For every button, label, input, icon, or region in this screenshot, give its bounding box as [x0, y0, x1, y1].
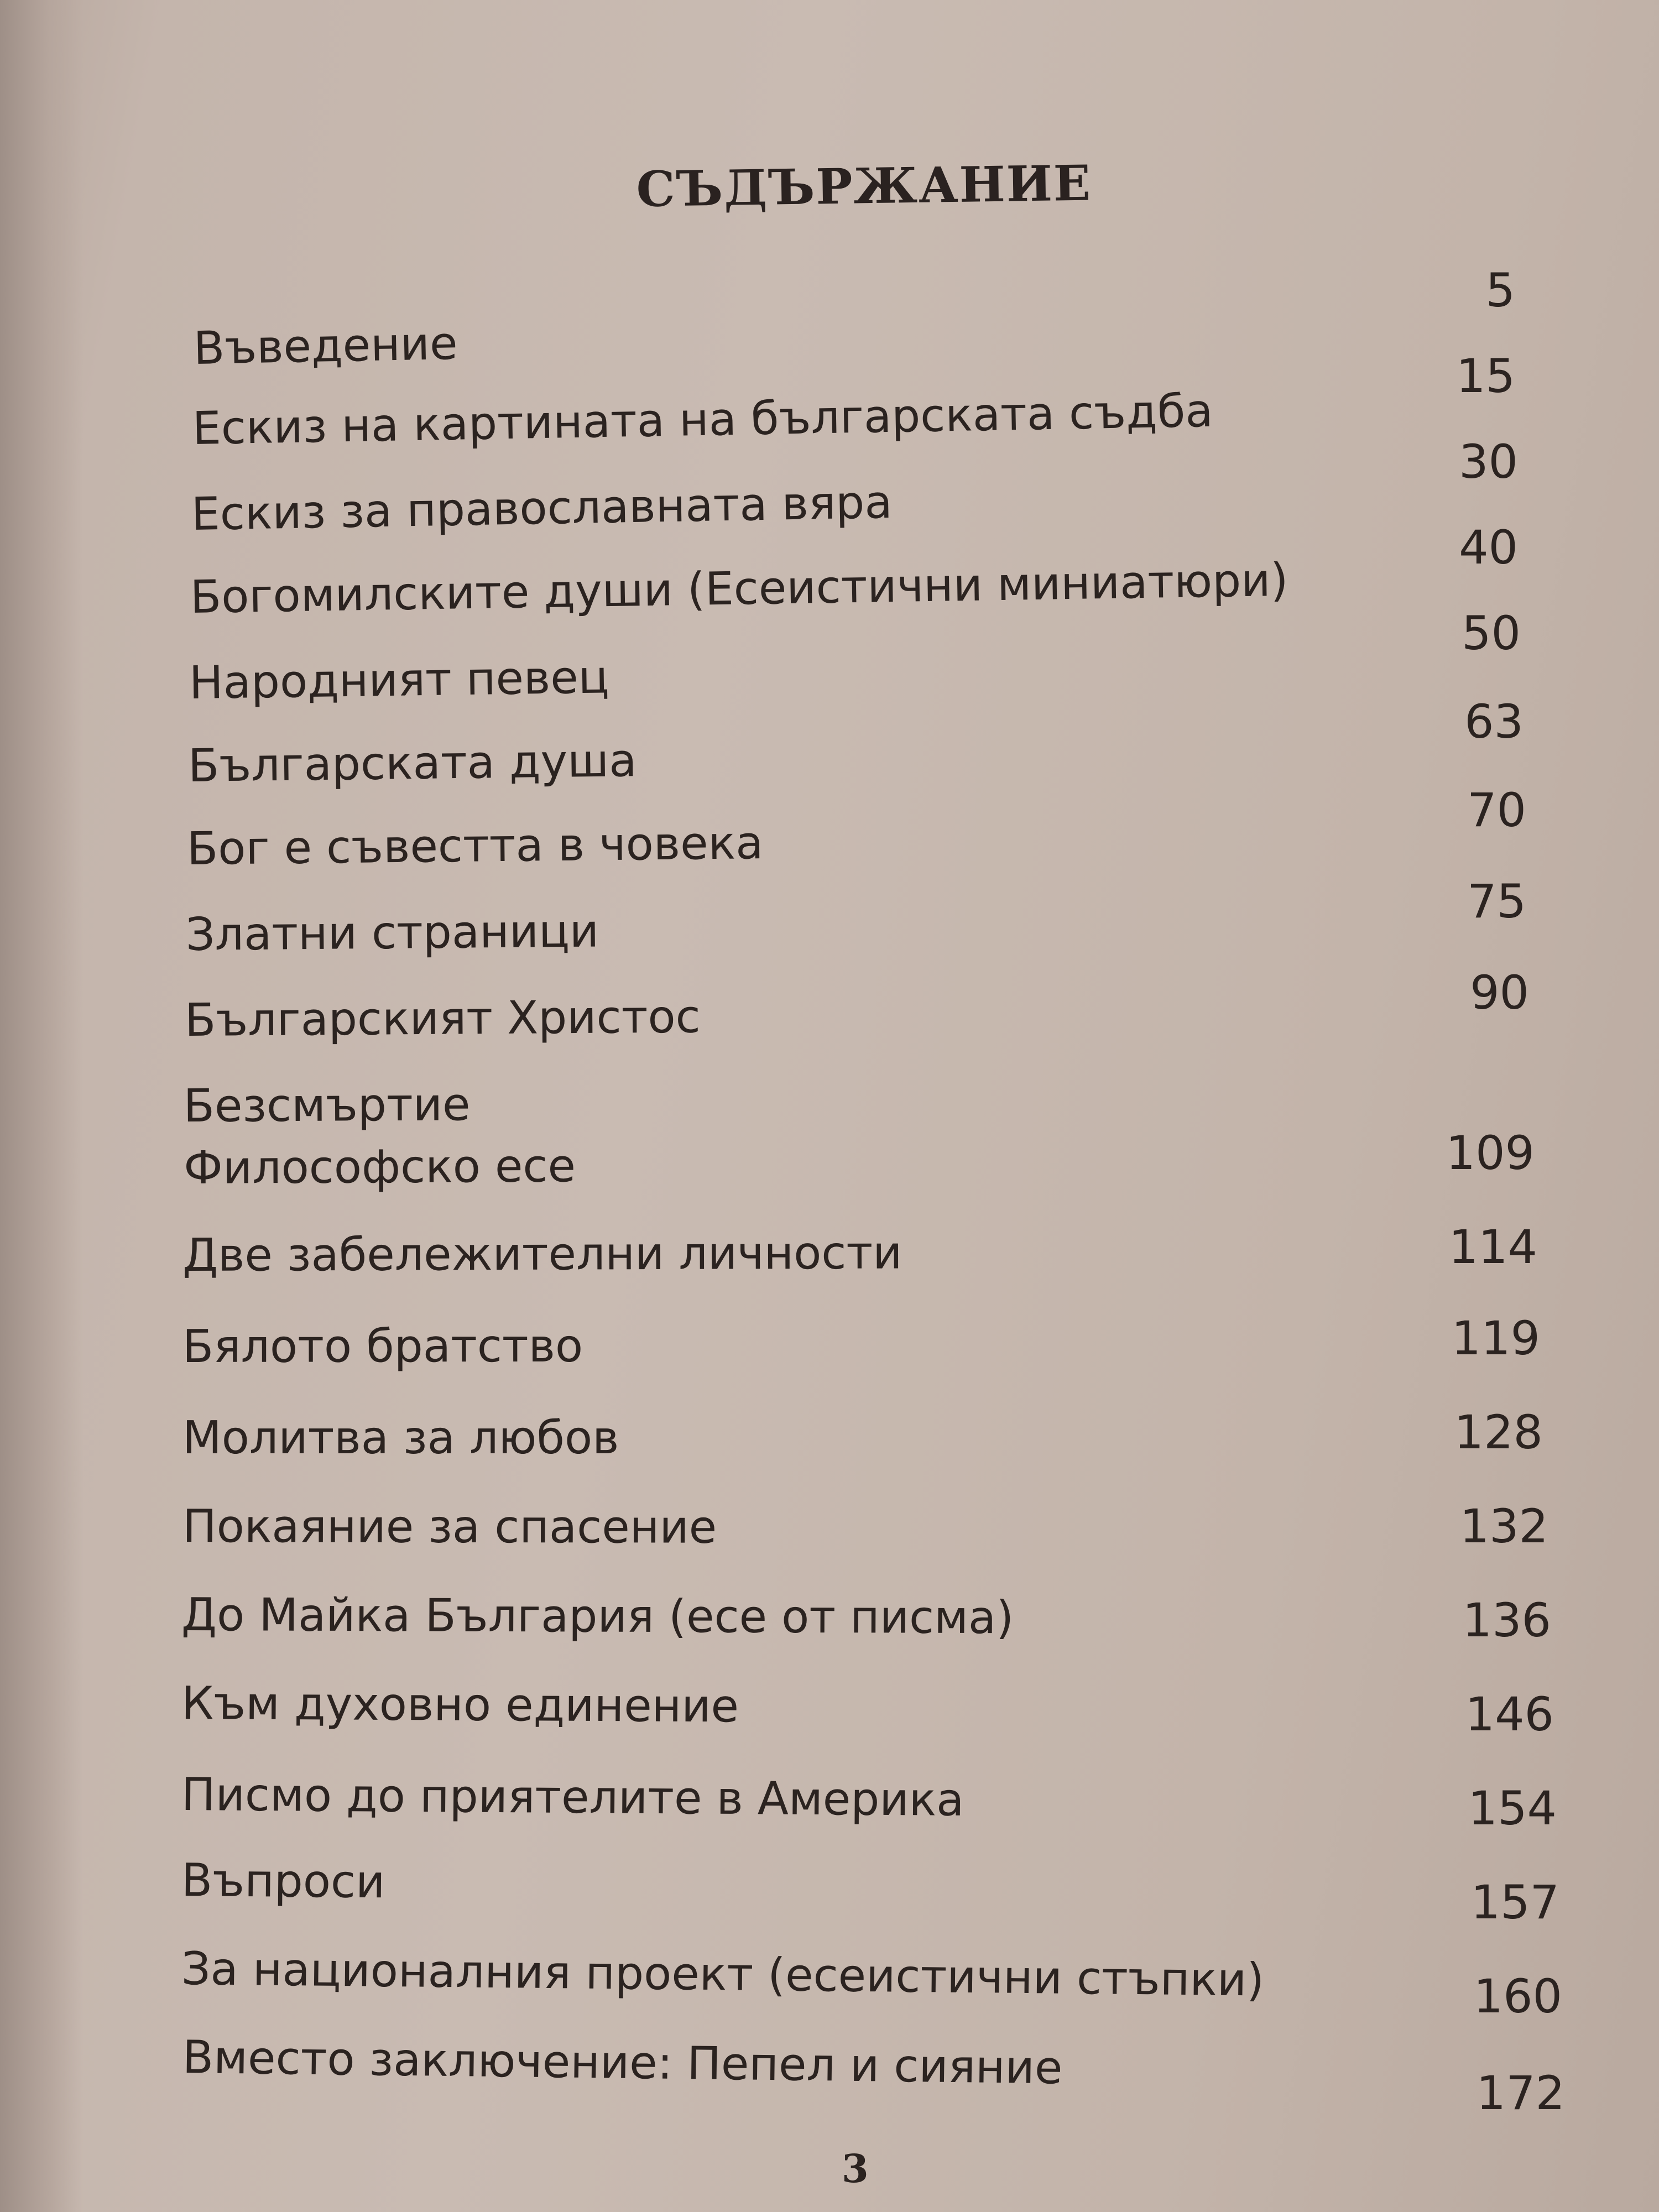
- toc-entry-page: 146: [1465, 1687, 1554, 1741]
- toc-entry-title: Въведение: [193, 317, 458, 375]
- toc-entry-page: 160: [1473, 1969, 1562, 2023]
- toc-entry-page: 109: [1446, 1126, 1535, 1180]
- toc-entry-title: Българската душа: [187, 734, 637, 792]
- toc-entry-page: 63: [1464, 695, 1524, 749]
- toc-entry-page: 75: [1467, 874, 1526, 928]
- toc-entry-page: 114: [1448, 1220, 1537, 1274]
- toc-entry-page: 50: [1462, 606, 1521, 660]
- toc-entry-page: 15: [1456, 349, 1515, 403]
- toc-entry-page: 136: [1462, 1593, 1551, 1647]
- page-number: 3: [842, 2146, 869, 2192]
- toc-entry-page: 70: [1467, 783, 1526, 837]
- toc-entry-title: Богомилските души (Есеистични миниатюри): [190, 554, 1289, 624]
- toc-entry-page: 172: [1476, 2066, 1565, 2120]
- toc-entry-page: 154: [1468, 1781, 1557, 1835]
- toc-entry-title: Въпроси: [181, 1854, 385, 1909]
- toc-entry-title: Молитва за любов: [182, 1412, 619, 1464]
- page-title: СЪДЪРЖАНИЕ: [636, 154, 1092, 218]
- toc-entry-title-line: Безсмъртие: [183, 1078, 471, 1133]
- toc-entry-title: Ескиз на картината на българската съдба: [192, 384, 1214, 455]
- toc-entry-page: 30: [1459, 435, 1518, 489]
- toc-entry-page: 157: [1470, 1875, 1559, 1929]
- toc-entry-title: До Майка България (есе от писма): [181, 1589, 1014, 1645]
- toc-entry-title: Народният певец: [189, 651, 610, 709]
- toc-entry-title: Две забележителни личности: [182, 1227, 902, 1282]
- toc-entry-title: Писмо до приятелите в Америка: [181, 1768, 964, 1827]
- toc-entry-page: 5: [1485, 263, 1515, 317]
- toc-entry-title: Бог е съвестта в човека: [186, 817, 764, 875]
- toc-entry-page: 119: [1451, 1311, 1540, 1365]
- toc-entry-title: Към духовно единение: [181, 1677, 739, 1733]
- toc-entry-page: 90: [1470, 966, 1529, 1020]
- toc-entry-title: Златни страници: [185, 905, 599, 961]
- toc-entry-title: Бялото братство: [182, 1319, 583, 1373]
- toc-entry-title: [183, 1073, 576, 1199]
- toc-entry-title: Вместо заключение: Пепел и сияние: [182, 2031, 1063, 2095]
- toc-entry-title-line: Философско есе: [184, 1140, 576, 1194]
- toc-entry-title: Българският Христос: [184, 990, 701, 1047]
- toc-entry-title: За националния проект (есеистични стъпки): [181, 1943, 1265, 2007]
- toc-entry-page: 40: [1459, 520, 1518, 575]
- toc-entry-title: Ескиз за православната вяра: [191, 476, 893, 541]
- toc-entry-page: 132: [1459, 1499, 1548, 1553]
- toc-entry-page: 128: [1454, 1405, 1543, 1459]
- toc-entry-title: Покаяние за спасение: [182, 1500, 717, 1554]
